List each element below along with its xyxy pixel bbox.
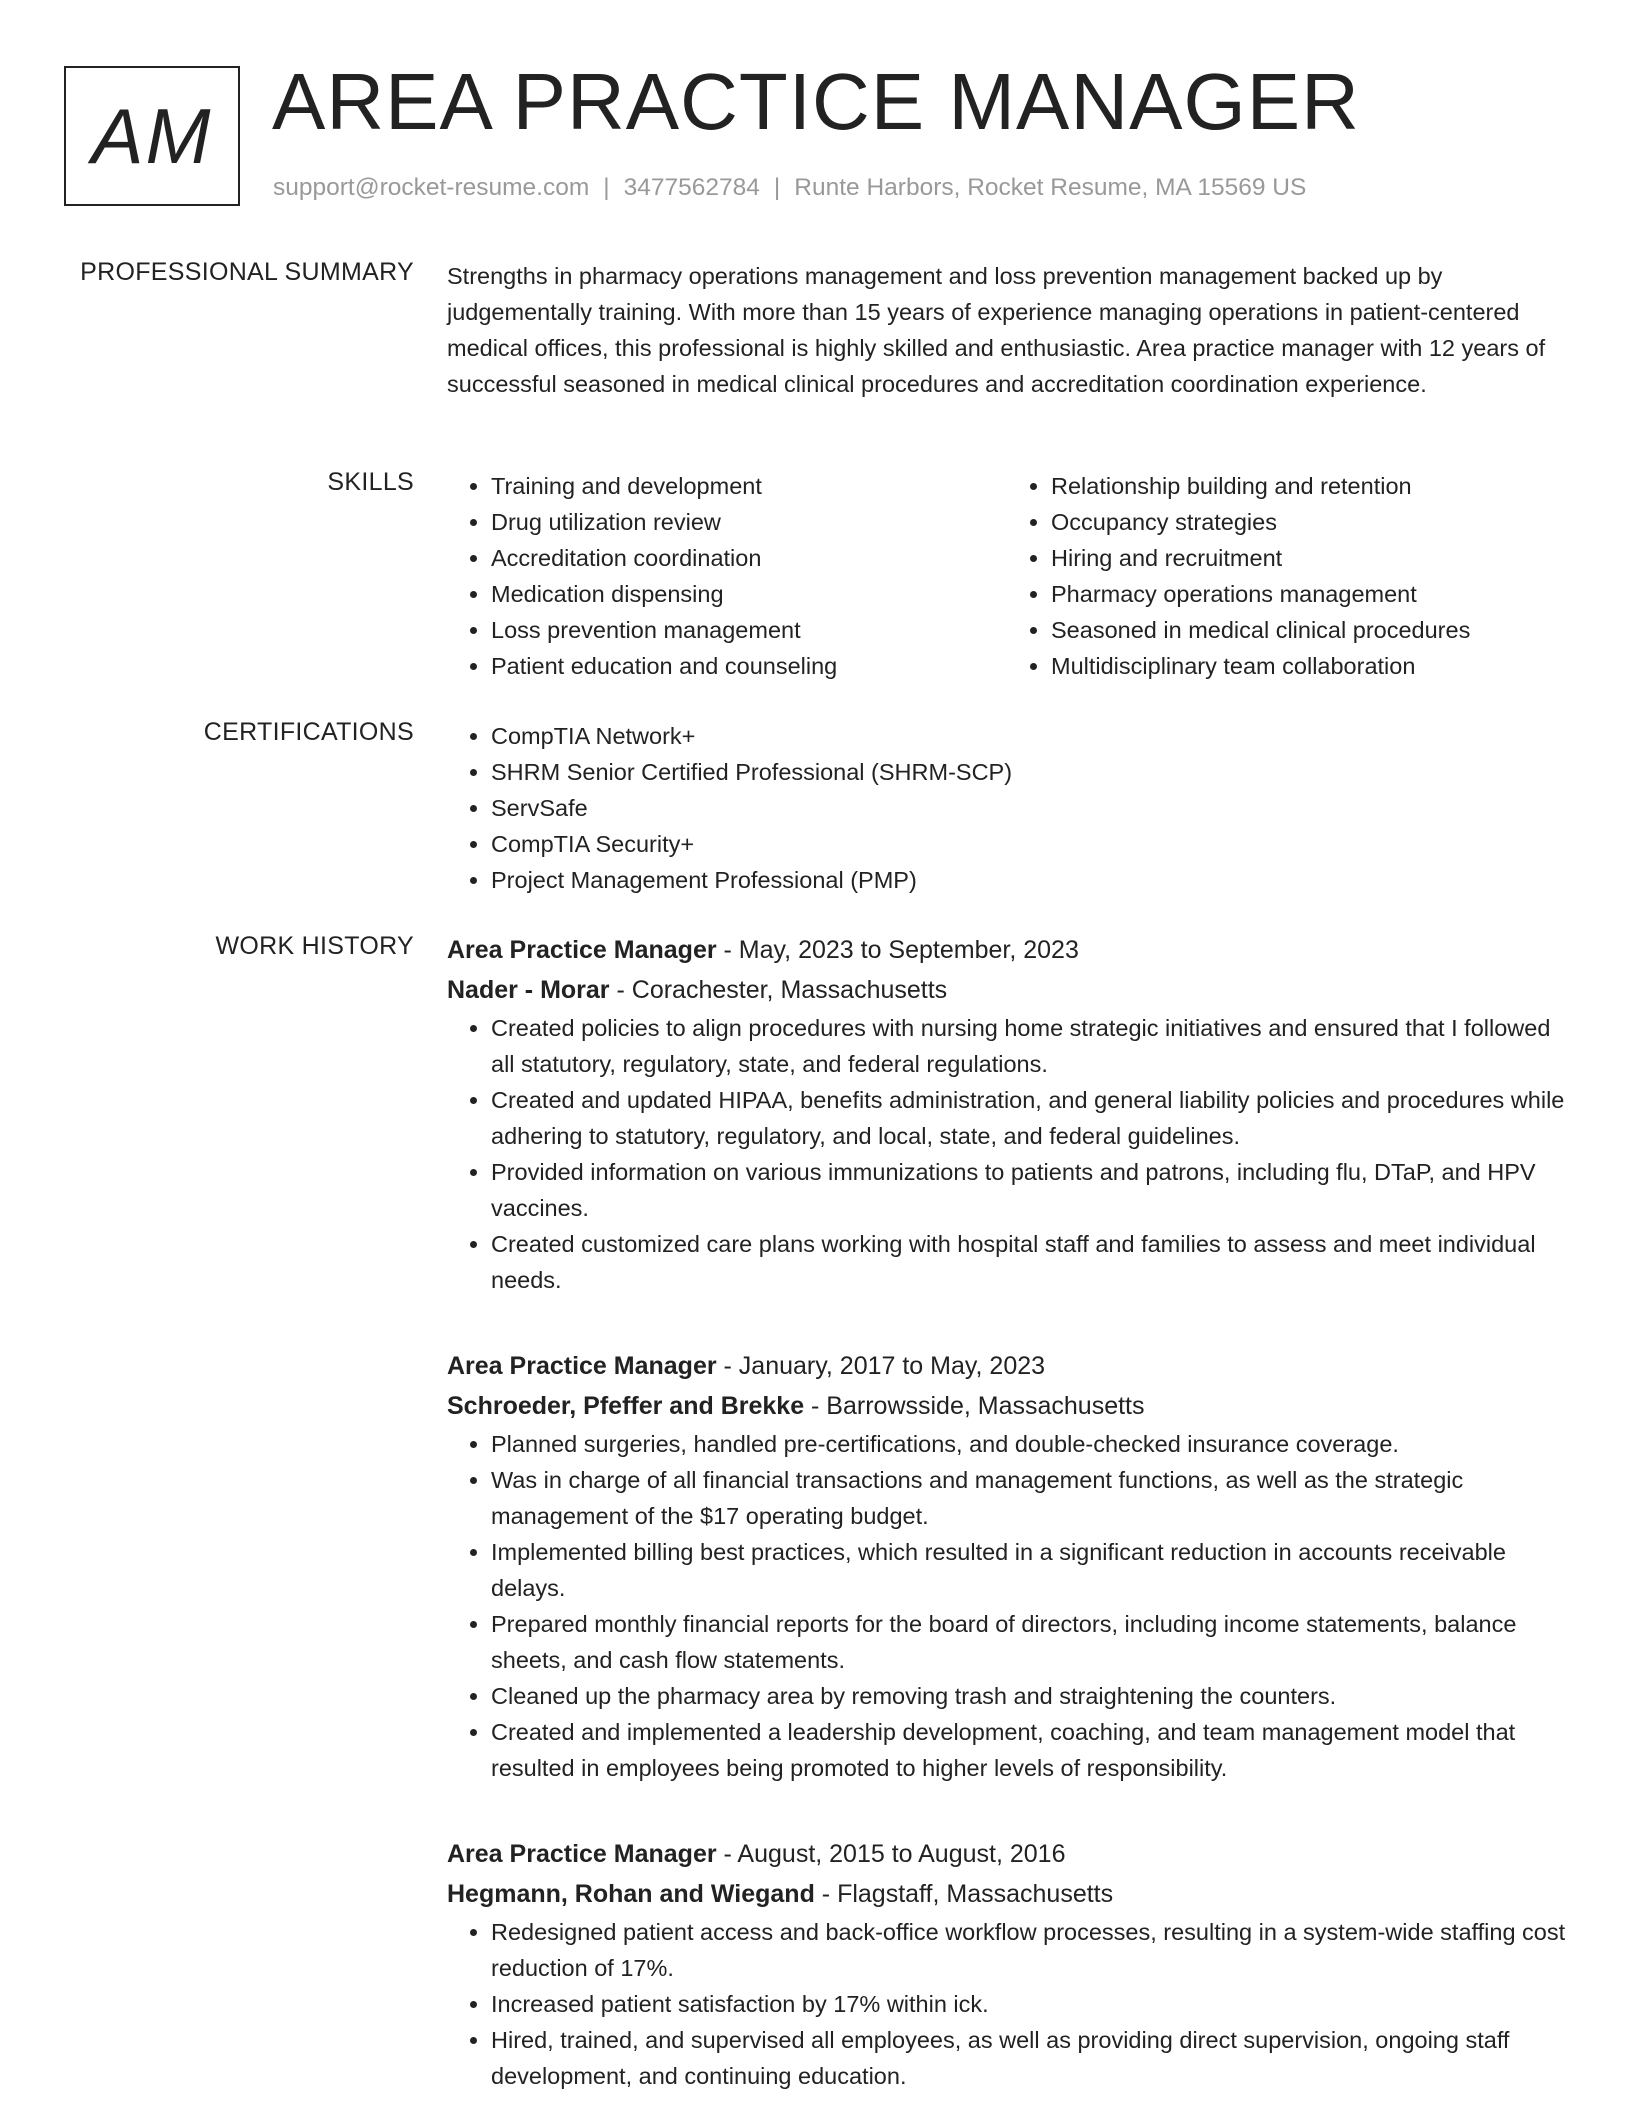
skill-item: • Training and development: [491, 468, 1007, 504]
summary-text: Strengths in pharmacy operations management and loss prevention management backed up by judgementally training. With more than 15 years of experience managing operations in patient-centered medical offices, this professional is highly skilled and enthusiastic. Area practice manager with 12 years of successful seasoned in medical clinical procedures and accreditation coordination experience.: [447, 263, 1546, 397]
skill-item: • Medication dispensing: [491, 576, 1007, 612]
job-bullet: • Created policies to align procedures with nursing home strategic initiatives and ensured that I followed all statutory, regulatory, state, and federal regulations.: [491, 1010, 1567, 1082]
job-bullet: • Increased patient satisfaction by 17% within ick.: [491, 1986, 1567, 2022]
job-company: Hegmann, Rohan and Wiegand: [447, 1880, 815, 1908]
contact-address: Runte Harbors, Rocket Resume, MA 15569 US: [794, 174, 1307, 201]
skill-item: • Pharmacy operations management: [1051, 576, 1567, 612]
job-company-line: [447, 970, 1567, 1010]
certification-item: • SHRM Senior Certified Professional (SHRM-SCP): [491, 754, 1567, 790]
job-bullet-list: [447, 1914, 1567, 2094]
job-company: Nader - Morar: [447, 976, 610, 1004]
skill-item: • Hiring and recruitment: [1051, 540, 1567, 576]
job-title-line: [447, 930, 1567, 970]
job-bullet: • Created and implemented a leadership development, coaching, and team management model that resulted in employees being promoted to higher levels of responsibility.: [491, 1714, 1567, 1786]
skills-list-left: [447, 468, 1007, 684]
job-bullet: • Provided information on various immunizations to patients and patrons, including flu, DTaP, and HPV vaccines.: [491, 1154, 1567, 1226]
contact-separator: |: [773, 174, 781, 201]
certification-item: • CompTIA Security+: [491, 826, 1567, 862]
job-title-line: [447, 1346, 1567, 1386]
certification-item: • Project Management Professional (PMP): [491, 862, 1567, 898]
certification-item: • ServSafe: [491, 790, 1567, 826]
skills-heading: SKILLS: [327, 468, 414, 496]
job-location: - Barrowsside, Massachusetts: [804, 1392, 1145, 1420]
job-dates: - May, 2023 to September, 2023: [716, 936, 1079, 964]
job-location: - Corachester, Massachusetts: [609, 976, 948, 1004]
job-bullet: • Prepared monthly financial reports for the board of directors, including income statements, balance sheets, and cash flow statements.: [491, 1606, 1567, 1678]
skills-list-right: [1007, 468, 1567, 684]
job-bullet: • Redesigned patient access and back-office workflow processes, resulting in a system-wide staffing cost reduction of 17%.: [491, 1914, 1567, 1986]
summary-heading: PROFESSIONAL SUMMARY: [80, 258, 414, 286]
job-location: - Flagstaff, Massachusetts: [814, 1880, 1114, 1908]
skill-item: • Multidisciplinary team collaboration: [1051, 648, 1567, 684]
certifications-heading: CERTIFICATIONS: [203, 718, 414, 746]
resume-title: AREA PRACTICE MANAGER: [272, 57, 1360, 146]
job-bullet: • Hired, trained, and supervised all employees, as well as providing direct supervision, ongoing staff development, and continuing education.: [491, 2022, 1567, 2094]
job-entry: [447, 930, 1567, 1298]
contact-line: [273, 174, 1306, 202]
skill-item: • Accreditation coordination: [491, 540, 1007, 576]
job-role: Area Practice Manager: [447, 1352, 717, 1380]
job-dates: - August, 2015 to August, 2016: [716, 1840, 1066, 1868]
certifications-list: [447, 718, 1567, 898]
job-bullet: • Implemented billing best practices, which resulted in a significant reduction in accounts receivable delays.: [491, 1534, 1567, 1606]
job-entry: [447, 1346, 1567, 1786]
job-bullet: • Created and updated HIPAA, benefits administration, and general liability policies and procedures while adhering to statutory, regulatory, and local, state, and federal guidelines.: [491, 1082, 1567, 1154]
job-bullet-list: [447, 1010, 1567, 1298]
job-bullet-list: [447, 1426, 1567, 1786]
job-dates: - January, 2017 to May, 2023: [716, 1352, 1046, 1380]
job-bullet: • Cleaned up the pharmacy area by removing trash and straightening the counters.: [491, 1678, 1567, 1714]
skill-item: • Relationship building and retention: [1051, 468, 1567, 504]
contact-separator: |: [603, 174, 610, 201]
job-role: Area Practice Manager: [447, 936, 717, 964]
job-bullet: • Planned surgeries, handled pre-certifications, and double-checked insurance coverage.: [491, 1426, 1567, 1462]
monogram-logo: [64, 66, 240, 206]
certification-item: • CompTIA Network+: [491, 718, 1567, 754]
skill-item: • Patient education and counseling: [491, 648, 1007, 684]
job-role: Area Practice Manager: [447, 1840, 717, 1868]
job-company: Schroeder, Pfeffer and Brekke: [447, 1392, 805, 1420]
skill-item: • Loss prevention management: [491, 612, 1007, 648]
job-bullet: • Created customized care plans working with hospital staff and families to assess and meet individual needs.: [491, 1226, 1567, 1298]
job-company-line: [447, 1386, 1567, 1426]
skill-item: • Drug utilization review: [491, 504, 1007, 540]
work-history-heading: WORK HISTORY: [215, 932, 414, 960]
monogram-initials: AM: [91, 92, 213, 180]
skill-item: • Seasoned in medical clinical procedures: [1051, 612, 1567, 648]
job-company-line: [447, 1874, 1567, 1914]
job-bullet: • Was in charge of all financial transactions and management functions, as well as the strategic management of the $17 operating budget.: [491, 1462, 1567, 1534]
contact-email: support@rocket-resume.com: [273, 174, 590, 201]
contact-phone: 3477562784: [623, 174, 760, 201]
job-entry: [447, 1834, 1567, 2094]
job-title-line: [447, 1834, 1567, 1874]
skill-item: • Occupancy strategies: [1051, 504, 1567, 540]
